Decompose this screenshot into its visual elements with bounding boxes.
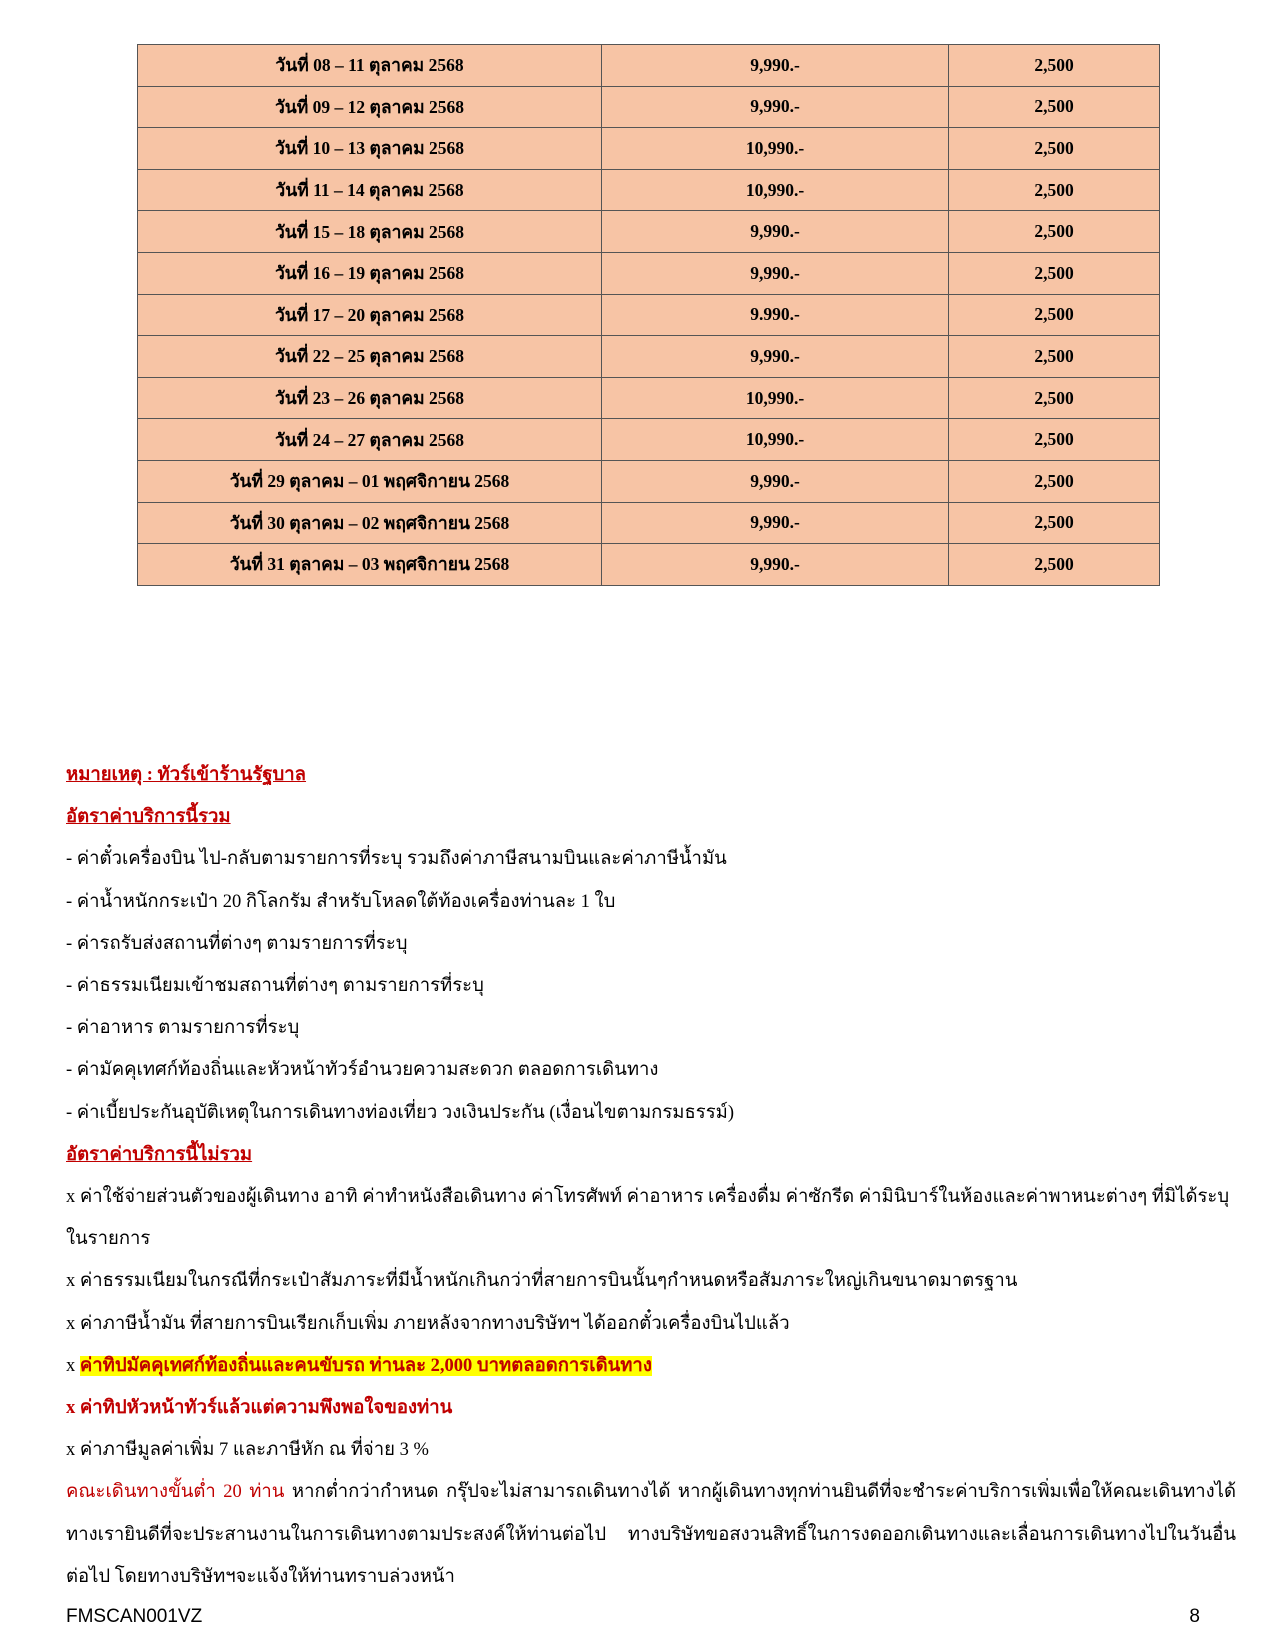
item-prefix: x <box>66 1355 80 1376</box>
table-row <box>138 419 1160 461</box>
date-cell: วันที่ 08 – 11 ตุลาคม 2568 <box>138 45 602 87</box>
included-item: - ค่าน้ำหนักกระเป๋า 20 กิโลกรัม สำหรับโหลดใต้ท้องเครื่องท่านละ 1 ใบ <box>66 891 616 912</box>
single-supplement-cell: 2,500 <box>949 86 1160 128</box>
included-item: - ค่ามัคคุเทศก์ท้องถิ่นและหัวหน้าทัวร์อำนวยความสะดวก ตลอดการเดินทาง <box>66 1060 659 1081</box>
table-row <box>138 502 1160 544</box>
date-cell: วันที่ 29 ตุลาคม – 01 พฤศจิกายน 2568 <box>138 460 602 502</box>
single-supplement-cell: 2,500 <box>949 502 1160 544</box>
single-supplement-cell: 2,500 <box>949 294 1160 336</box>
included-item: - ค่ารถรับส่งสถานที่ต่างๆ ตามรายการที่ระบุ <box>66 933 408 954</box>
date-cell: วันที่ 10 – 13 ตุลาคม 2568 <box>138 128 602 170</box>
excluded-item: x ค่าใช้จ่ายส่วนตัวของผู้เดินทาง อาทิ ค่าทำหนังสือเดินทาง ค่าโทรศัพท์ ค่าอาหาร เครื่องดื่ม ค่าซักรีด ค่ามินิบาร์ในห้องและค่าพาหนะต่างๆ ที่มิได้ระบุในรายการ <box>66 1187 1230 1250</box>
single-supplement-cell: 2,500 <box>949 544 1160 586</box>
price-cell: 9,990.- <box>602 45 949 87</box>
footer-code: FMSCAN001VZ <box>66 1606 203 1627</box>
single-supplement-cell: 2,500 <box>949 377 1160 419</box>
single-supplement-cell: 2,500 <box>949 169 1160 211</box>
notes-section <box>66 754 1236 1598</box>
date-cell: วันที่ 09 – 12 ตุลาคม 2568 <box>138 86 602 128</box>
price-cell: 9,990.- <box>602 252 949 294</box>
price-cell: 10,990.- <box>602 128 949 170</box>
table-row <box>138 377 1160 419</box>
included-item: - ค่าธรรมเนียมเข้าชมสถานที่ต่างๆ ตามรายการที่ระบุ <box>66 976 484 997</box>
price-cell: 9,990.- <box>602 460 949 502</box>
item-prefix: x <box>66 1398 80 1419</box>
table-row <box>138 294 1160 336</box>
excluded-item: x ค่าธรรมเนียมในกรณีที่กระเป๋าสัมภาระที่มีน้ำหนักเกินกว่าที่สายการบินนั้นๆกำหนดหรือสัมภาระใหญ่เกินขนาดมาตรฐาน <box>66 1271 1018 1292</box>
price-cell: 9,990.- <box>602 544 949 586</box>
date-cell: วันที่ 22 – 25 ตุลาคม 2568 <box>138 336 602 378</box>
price-cell: 9,990.- <box>602 336 949 378</box>
price-cell: 9,990.- <box>602 86 949 128</box>
included-item: - ค่าตั๋วเครื่องบิน ไป-กลับตามรายการที่ระบุ รวมถึงค่าภาษีสนามบินและค่าภาษีน้ำมัน <box>66 849 727 870</box>
price-cell: 9.990.- <box>602 294 949 336</box>
date-cell: วันที่ 15 – 18 ตุลาคม 2568 <box>138 211 602 253</box>
price-cell: 9,990.- <box>602 502 949 544</box>
excluded-heading: อัตราค่าบริการนี้ไม่รวม <box>66 1144 253 1165</box>
page-number: 8 <box>1189 1606 1200 1627</box>
price-table <box>137 44 1160 586</box>
date-cell: วันที่ 24 – 27 ตุลาคม 2568 <box>138 419 602 461</box>
min-group-text: หากต่ำกว่ากำหนด กรุ๊ปจะไม่สามารถเดินทางได้ หากผู้เดินทางทุกท่านยินดีที่จะชำระค่าบริการเพิ่มเพื่อให้คณะเดินทางได้ ทางเรายินดีที่จะประสานงานในการเดินทางตามประสงค์ให้ท่านต่อไป ทางบริษัทขอสงวนสิทธิ์ในการงดออกเดินทางและเลื่อนการเดินทางไปในวันอื่นต่อไป โดยทางบริษัทฯจะแจ้งให้ท่านทราบล่วงหน้า <box>66 1482 1236 1587</box>
table-row <box>138 128 1160 170</box>
table-row <box>138 86 1160 128</box>
min-group-paragraph <box>66 1471 1236 1598</box>
price-cell: 10,990.- <box>602 377 949 419</box>
date-cell: วันที่ 17 – 20 ตุลาคม 2568 <box>138 294 602 336</box>
included-heading: อัตราค่าบริการนี้รวม <box>66 807 231 828</box>
table-row <box>138 460 1160 502</box>
price-cell: 9,990.- <box>602 211 949 253</box>
table-row <box>138 211 1160 253</box>
excluded-item-tip-local <box>66 1345 1236 1387</box>
tip-local-highlight: ค่าทิปมัคคุเทศก์ท้องถิ่นและคนขับรถ ท่านละ 2,000 บาทตลอดการเดินทาง <box>79 1355 652 1376</box>
price-cell: 10,990.- <box>602 169 949 211</box>
excluded-item: x ค่าภาษีน้ำมัน ที่สายการบินเรียกเก็บเพิ่ม ภายหลังจากทางบริษัทฯ ได้ออกตั๋วเครื่องบินไปแล้ว <box>66 1313 790 1334</box>
table-row <box>138 336 1160 378</box>
single-supplement-cell: 2,500 <box>949 252 1160 294</box>
remark-heading: หมายเหตุ : ทัวร์เข้าร้านรัฐบาล <box>66 765 307 785</box>
date-cell: วันที่ 11 – 14 ตุลาคม 2568 <box>138 169 602 211</box>
single-supplement-cell: 2,500 <box>949 419 1160 461</box>
date-cell: วันที่ 31 ตุลาคม – 03 พฤศจิกายน 2568 <box>138 544 602 586</box>
table-row <box>138 169 1160 211</box>
included-item: - ค่าเบี้ยประกันอุบัติเหตุในการเดินทางท่องเที่ยว วงเงินประกัน (เงื่อนไขตามกรมธรรม์) <box>66 1102 735 1123</box>
price-table-body <box>138 45 1160 586</box>
excluded-item-tip-leader <box>66 1387 1236 1429</box>
date-cell: วันที่ 30 ตุลาคม – 02 พฤศจิกายน 2568 <box>138 502 602 544</box>
table-row <box>138 45 1160 87</box>
single-supplement-cell: 2,500 <box>949 128 1160 170</box>
date-cell: วันที่ 16 – 19 ตุลาคม 2568 <box>138 252 602 294</box>
table-row <box>138 544 1160 586</box>
single-supplement-cell: 2,500 <box>949 336 1160 378</box>
table-row <box>138 252 1160 294</box>
single-supplement-cell: 2,500 <box>949 211 1160 253</box>
single-supplement-cell: 2,500 <box>949 460 1160 502</box>
tip-leader-text: ค่าทิปหัวหน้าทัวร์แล้วแต่ความพึงพอใจของท่าน <box>79 1398 453 1419</box>
price-cell: 10,990.- <box>602 419 949 461</box>
min-group-label: คณะเดินทางขั้นต่ำ 20 ท่าน <box>66 1482 285 1503</box>
excluded-item: x ค่าภาษีมูลค่าเพิ่ม 7 และภาษีหัก ณ ที่จ่าย 3 % <box>66 1440 429 1461</box>
single-supplement-cell: 2,500 <box>949 45 1160 87</box>
included-item: - ค่าอาหาร ตามรายการที่ระบุ <box>66 1018 300 1039</box>
date-cell: วันที่ 23 – 26 ตุลาคม 2568 <box>138 377 602 419</box>
